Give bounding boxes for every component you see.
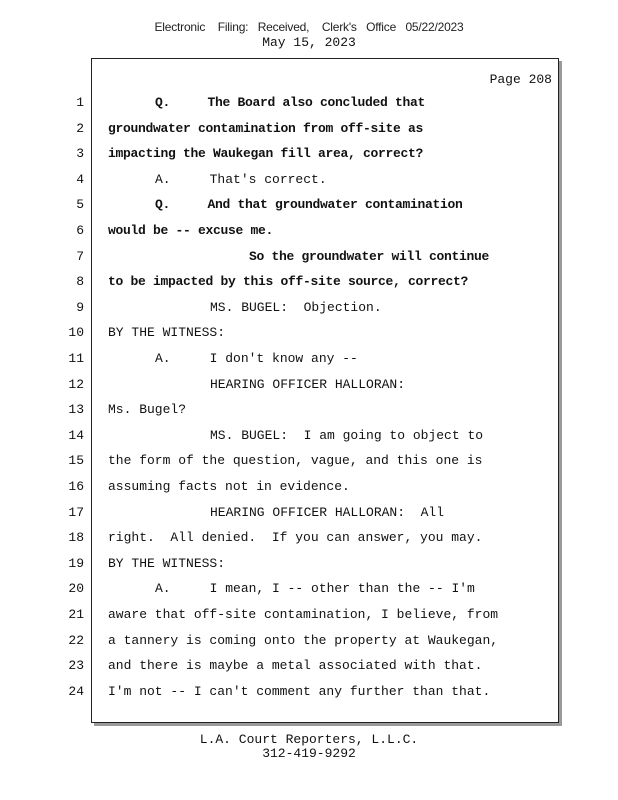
- line-number: 13: [68, 402, 84, 418]
- transcript-line: to be impacted by this off-site source, correct?: [108, 274, 469, 290]
- reporter-company: L.A. Court Reporters, L.L.C.: [199, 732, 419, 747]
- transcript-line: MS. BUGEL: Objection.: [210, 299, 382, 315]
- transcript-line: A. That's correct.: [155, 171, 327, 187]
- line-number: 6: [76, 223, 84, 238]
- line-number: 16: [68, 479, 84, 494]
- line-number: 19: [68, 555, 84, 571]
- transcript-line: groundwater contamination from off-site as: [108, 120, 424, 136]
- line-number: 2: [76, 120, 84, 136]
- line-number: 11: [68, 351, 84, 366]
- filing-stamp: Electronic Filing: Received, Clerk's Office 05/22/2023: [154, 20, 464, 34]
- transcript-line: HEARING OFFICER HALLORAN: All: [210, 504, 445, 520]
- line-number: 7: [76, 248, 84, 264]
- transcript-line: Q. And that groundwater contamination: [155, 197, 463, 213]
- transcript-line: MS. BUGEL: I am going to object to: [210, 427, 484, 443]
- transcript-line: BY THE WITNESS:: [108, 325, 226, 341]
- line-number: 3: [76, 146, 84, 162]
- line-number: 20: [68, 581, 84, 597]
- line-number: 21: [68, 607, 84, 622]
- transcript-line: Q. The Board also concluded that: [155, 95, 426, 110]
- line-number: 24: [68, 683, 84, 699]
- transcript-line: the form of the question, vague, and this one is: [108, 453, 483, 469]
- line-number: 23: [68, 658, 84, 674]
- line-number: 18: [68, 530, 84, 546]
- transcript-line: HEARING OFFICER HALLORAN:: [210, 376, 406, 392]
- transcript-line: BY THE WITNESS:: [108, 555, 226, 571]
- line-number: 10: [68, 325, 84, 341]
- transcript-line: Ms. Bugel?: [108, 402, 187, 418]
- line-number: 9: [76, 299, 84, 315]
- transcript-line: A. I mean, I -- other than the -- I'm: [155, 581, 475, 597]
- transcript-line: would be -- excuse me.: [108, 223, 274, 238]
- transcript-line: impacting the Waukegan fill area, correct?: [108, 146, 424, 162]
- transcript-line: a tannery is coming onto the property at Waukegan,: [108, 632, 499, 648]
- line-number: 17: [68, 504, 84, 520]
- transcript-line: aware that off-site contamination, I believe, from: [108, 607, 499, 622]
- transcript-line: I'm not -- I can't comment any further than that.: [108, 683, 491, 699]
- line-number: 8: [76, 274, 84, 290]
- line-number: 15: [68, 453, 84, 469]
- page-number: Page 208: [489, 72, 552, 87]
- line-number: 5: [76, 197, 84, 213]
- reporter-phone: 312-419-9292: [262, 746, 356, 761]
- line-number: 14: [68, 427, 84, 443]
- transcript-line: and there is maybe a metal associated with that.: [108, 658, 483, 674]
- line-number: 4: [76, 171, 84, 187]
- transcript-line: So the groundwater will continue: [249, 248, 490, 264]
- line-number: 12: [68, 376, 84, 392]
- transcript-date: May 15, 2023: [262, 35, 356, 50]
- transcript-line: right. All denied. If you can answer, you may.: [108, 530, 483, 546]
- transcript-line: A. I don't know any --: [155, 351, 358, 366]
- transcript-line: assuming facts not in evidence.: [108, 479, 350, 494]
- line-number: 22: [68, 632, 84, 648]
- line-number: 1: [76, 95, 84, 110]
